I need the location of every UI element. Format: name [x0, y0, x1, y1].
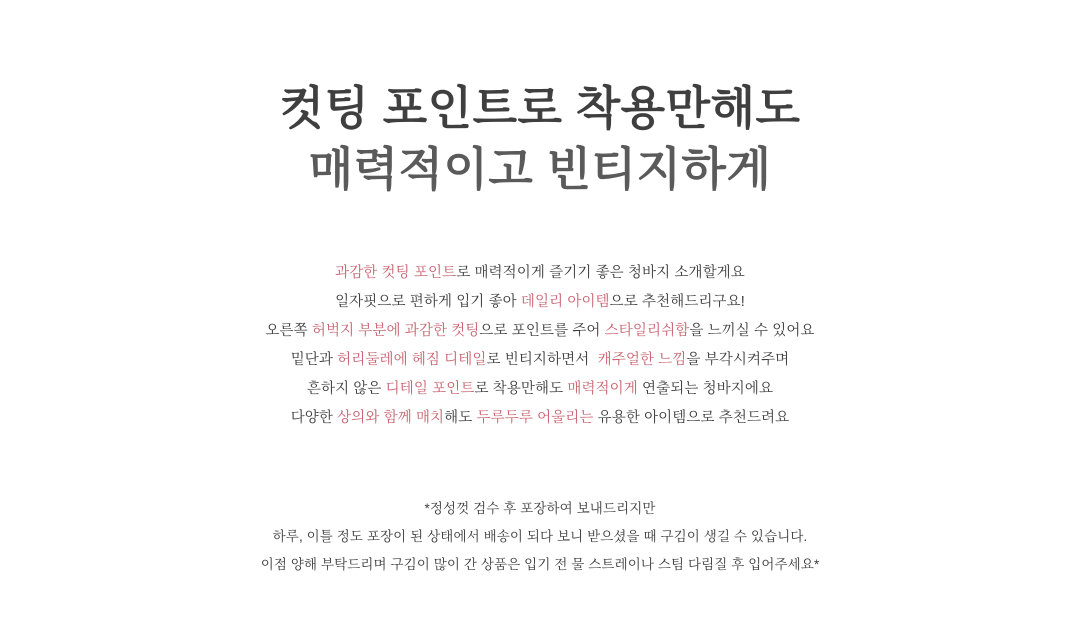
description-line-3-mid: 으로 포인트를 주어 [479, 323, 605, 340]
description-line-1-rest: 로 매력적이게 즐기기 좋은 청바지 소개할게요 [456, 265, 745, 282]
description-line-3 [0, 317, 1080, 346]
description-line-4-mid: 로 빈티지하면서 [486, 352, 598, 369]
description-line-3-accent-1: 허벅지 부분에 과감한 컷팅 [311, 323, 480, 340]
description-line-5 [0, 375, 1080, 404]
headline-line-1: 컷팅 포인트로 착용만해도 [279, 82, 801, 134]
description-line-6-post: 유용한 아이템으로 추천드려요 [593, 410, 790, 427]
description-line-4-post: 을 부각시켜주며 [686, 352, 790, 369]
description-line-5-mid: 로 착용만해도 [474, 381, 568, 398]
description-block [0, 259, 1080, 433]
description-line-6-pre: 다양한 [290, 410, 338, 427]
description-line-5-accent-2: 매력적이게 [567, 381, 638, 398]
description-line-1-accent: 과감한 컷팅 포인트 [335, 265, 457, 282]
notice-line-3: 이점 양해 부탁드리며 구김이 많이 간 상품은 입기 전 물 스트레이나 스팀 다림질 후 입어주세요* [260, 556, 820, 572]
description-line-5-pre: 흔하지 않은 [306, 381, 386, 398]
description-line-5-accent-1: 디테일 포인트 [385, 381, 475, 398]
notice-line-2: 하루, 이틀 정도 포장이 된 상태에서 배송이 되다 보니 받으셨을 때 구김이 생길 수 있습니다. [272, 529, 808, 545]
description-line-2 [0, 288, 1080, 317]
description-line-6 [0, 404, 1080, 433]
description-line-2-accent: 데일리 아이템 [520, 294, 610, 311]
description-line-2-pre: 일자핏으로 편하게 입기 좋아 [335, 294, 521, 311]
notice-block [0, 495, 1080, 578]
description-line-4 [0, 346, 1080, 375]
description-line-5-post: 연출되는 청바지에요 [637, 381, 774, 398]
description-line-6-accent-2: 두루두루 어울리는 [476, 410, 594, 427]
notice-line-1: *정성껏 검수 후 포장하여 보내드리지만 [424, 501, 656, 517]
description-line-3-pre: 오른쪽 [265, 323, 312, 340]
description-line-4-accent-2: 캐주얼한 느낌 [597, 352, 687, 369]
description-line-6-mid: 해도 [444, 410, 477, 427]
description-line-4-accent-1: 허리둘레에 헤짐 디테일 [337, 352, 487, 369]
description-line-3-post: 을 느끼실 수 있어요 [689, 323, 815, 340]
description-line-1 [0, 259, 1080, 288]
description-line-3-accent-2: 스타일리쉬함 [604, 323, 690, 340]
headline-block [0, 0, 1080, 199]
description-line-6-accent-1: 상의와 함께 매치 [337, 410, 445, 427]
description-line-4-pre: 밑단과 [290, 352, 338, 369]
description-line-2-post: 으로 추천해드리구요! [609, 294, 745, 311]
headline-line-2: 매력적이고 빈티지하게 [308, 142, 772, 195]
